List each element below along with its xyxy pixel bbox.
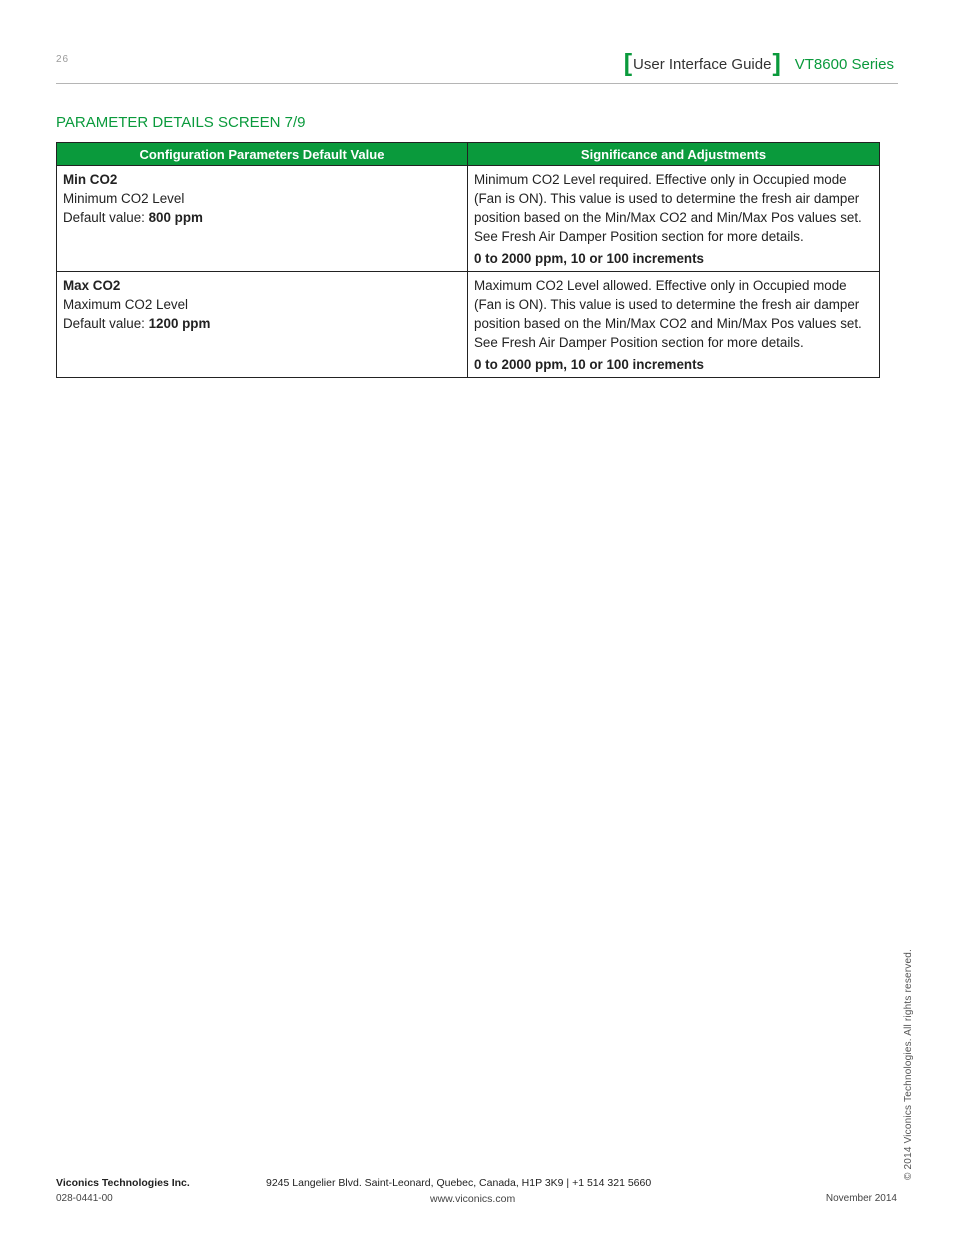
default-value: 1200 ppm [148, 316, 211, 331]
footer-address: 9245 Langelier Blvd. Saint-Leonard, Quebec, Canada, H1P 3K9 | +1 514 321 5660 [266, 1177, 652, 1189]
parameter-description: Maximum CO2 Level [63, 297, 189, 312]
footer-website-link[interactable]: www.viconics.com [430, 1193, 516, 1205]
significance-cell [468, 272, 880, 378]
parameter-cell [57, 272, 468, 378]
table-row [57, 166, 880, 272]
header-bracket-open: [ [623, 49, 633, 77]
default-label: Default value: [63, 210, 149, 225]
parameter-name: Min CO2 [63, 172, 118, 187]
table-header-row [57, 143, 880, 166]
significance-cell [468, 166, 880, 272]
parameter-cell [57, 166, 468, 272]
footer-date: November 2014 [825, 1193, 897, 1204]
table-row [57, 272, 880, 378]
section-title: PARAMETER DETAILS SCREEN 7/9 [56, 114, 306, 131]
column-header-parameters: Configuration Parameters Default Value [57, 143, 468, 166]
parameter-default [63, 208, 461, 227]
column-header-significance: Significance and Adjustments [468, 143, 880, 166]
copyright-notice: © 2014 Viconics Technologies. All rights reserved. [903, 948, 914, 1180]
adjustment-range: 0 to 2000 ppm, 10 or 100 increments [474, 357, 704, 372]
parameter-description: Minimum CO2 Level [63, 191, 185, 206]
header-divider [56, 83, 898, 84]
page-number: 26 [56, 54, 70, 65]
document-header [623, 49, 894, 77]
significance-text: Minimum CO2 Level required. Effective only in Occupied mode (Fan is ON). This value is used to determine the fresh air damper position based on the Min/Max CO2 and Min/Max Pos values set. See Fresh Air Damper Position section for more details. [474, 172, 862, 244]
footer-doc-number: 028-0441-00 [56, 1193, 113, 1204]
default-value: 800 ppm [148, 210, 203, 225]
parameter-table [56, 142, 880, 378]
parameter-default [63, 314, 461, 333]
footer-company: Viconics Technologies Inc. [56, 1177, 190, 1189]
series-name: VT8600 Series [794, 56, 894, 73]
header-bracket-close: ] [772, 49, 781, 77]
default-label: Default value: [63, 316, 149, 331]
adjustment-range: 0 to 2000 ppm, 10 or 100 increments [474, 251, 704, 266]
parameter-name: Max CO2 [63, 278, 121, 293]
guide-title: User Interface Guide [633, 56, 772, 73]
significance-text: Maximum CO2 Level allowed. Effective only in Occupied mode (Fan is ON). This value is used to determine the fresh air damper position based on the Min/Max CO2 and Min/Max Pos values set. See Fresh Air Damper Position section for more details. [474, 278, 862, 350]
